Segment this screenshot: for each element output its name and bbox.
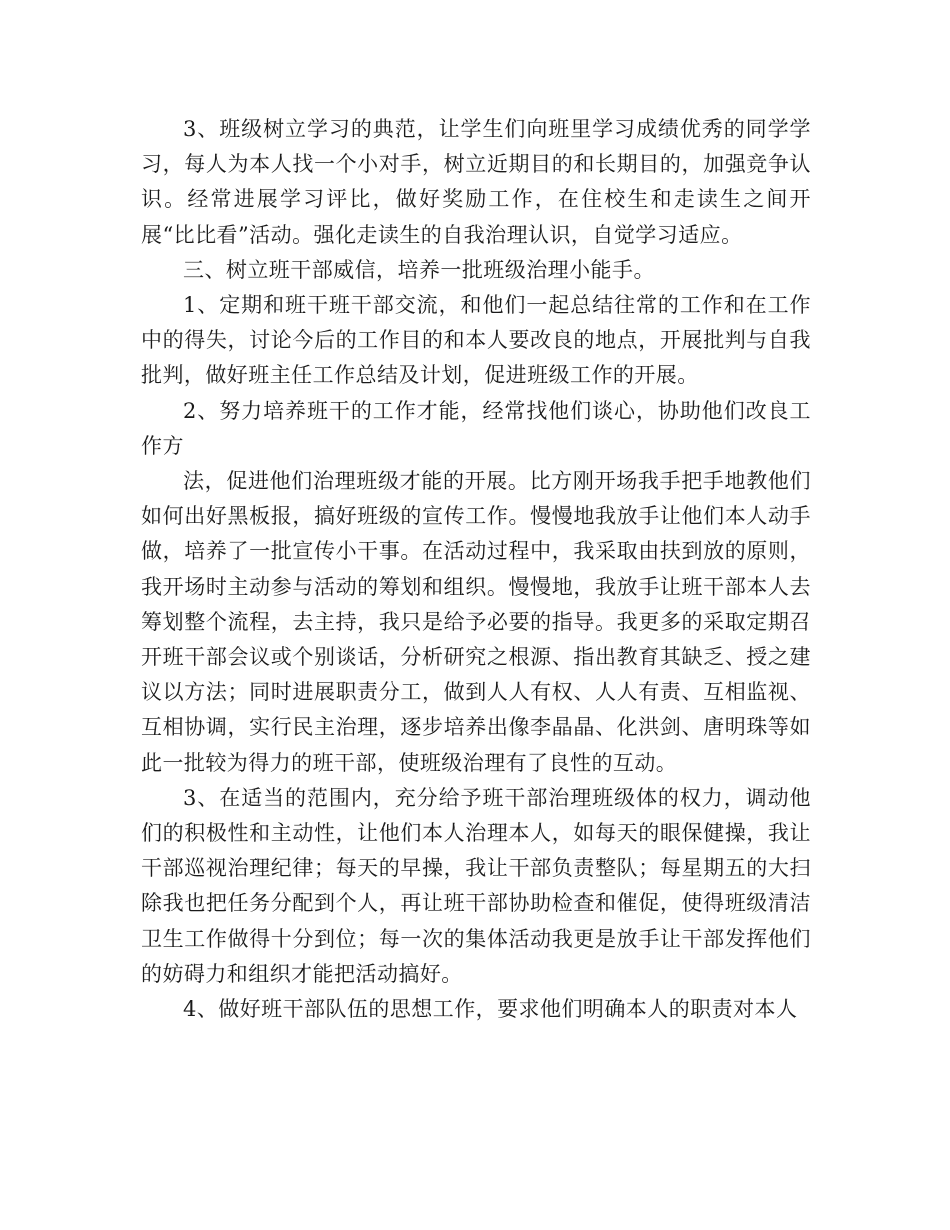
paragraph-delegate-power: 3、在适当的范围内，充分给予班干部治理班级体的权力，调动他们的积极性和主动性，让他们本人治理本人，如每天的眼保健操，我让干部巡视治理纪律；每天的早操，我让干部负责整队；每星期五的大扫除我也把任务分配到个人，再让班干部协助检查和催促，使得班级清洁卫生工作做得十分到位；每一次的集体活动我更是放手让干部发挥他们的妨碍力和组织才能把活动搞好。 [141, 785, 811, 986]
section-heading-class-cadre: 三、树立班干部威信，培养一批班级治理小能手。 [183, 257, 655, 282]
paragraph-method-continued: 法，促进他们治理班级才能的开展。比方刚开场我手把手地教他们如何出好黑板报，搞好班级的宣传工作。慢慢地我放手让他们本人动手做，培养了一批宣传小干事。在活动过程中，我采取由扶到放的原则，我开场时主动参与活动的筹划和组织。慢慢地，我放手让班干部本人去筹划整个流程，去主持，我只是给予必要的指导。我更多的采取定期召开班干部会议或个别谈话，分析研究之根源、指出教育其缺乏、授之建议以方法；同时进展职责分工，做到人人有权、人人有责、互相监视、互相协调，实行民主治理，逐步培养出像李晶晶、化洪剑、唐明珠等如此一批较为得力的班干部，使班级治理有了良性的互动。 [141, 469, 811, 775]
paragraph-ideological-work: 4、做好班干部队伍的思想工作，要求他们明确本人的职责对本人 [183, 997, 798, 1022]
body-text [141, 112, 811, 1027]
paragraph-regular-exchange: 1、定期和班干班干部交流，和他们一起总结往常的工作和在工作中的得失，讨论今后的工作目的和本人要改良的地点，开展批判与自我批判，做好班主任工作总结及计划，促进班级工作的开展。 [141, 293, 811, 388]
paragraph-cultivate-ability: 2、努力培养班干的工作才能，经常找他们谈心，协助他们改良工作方 [141, 398, 811, 458]
paragraph-study-model: 3、班级树立学习的典范，让学生们向班里学习成绩优秀的同学学习，每人为本人找一个小对手，树立近期目的和长期目的，加强竞争认识。经常进展学习评比，做好奖励工作，在住校生和走读生之间开展“比比看”活动。强化走读生的自我治理认识，自觉学习适应。 [141, 117, 811, 247]
